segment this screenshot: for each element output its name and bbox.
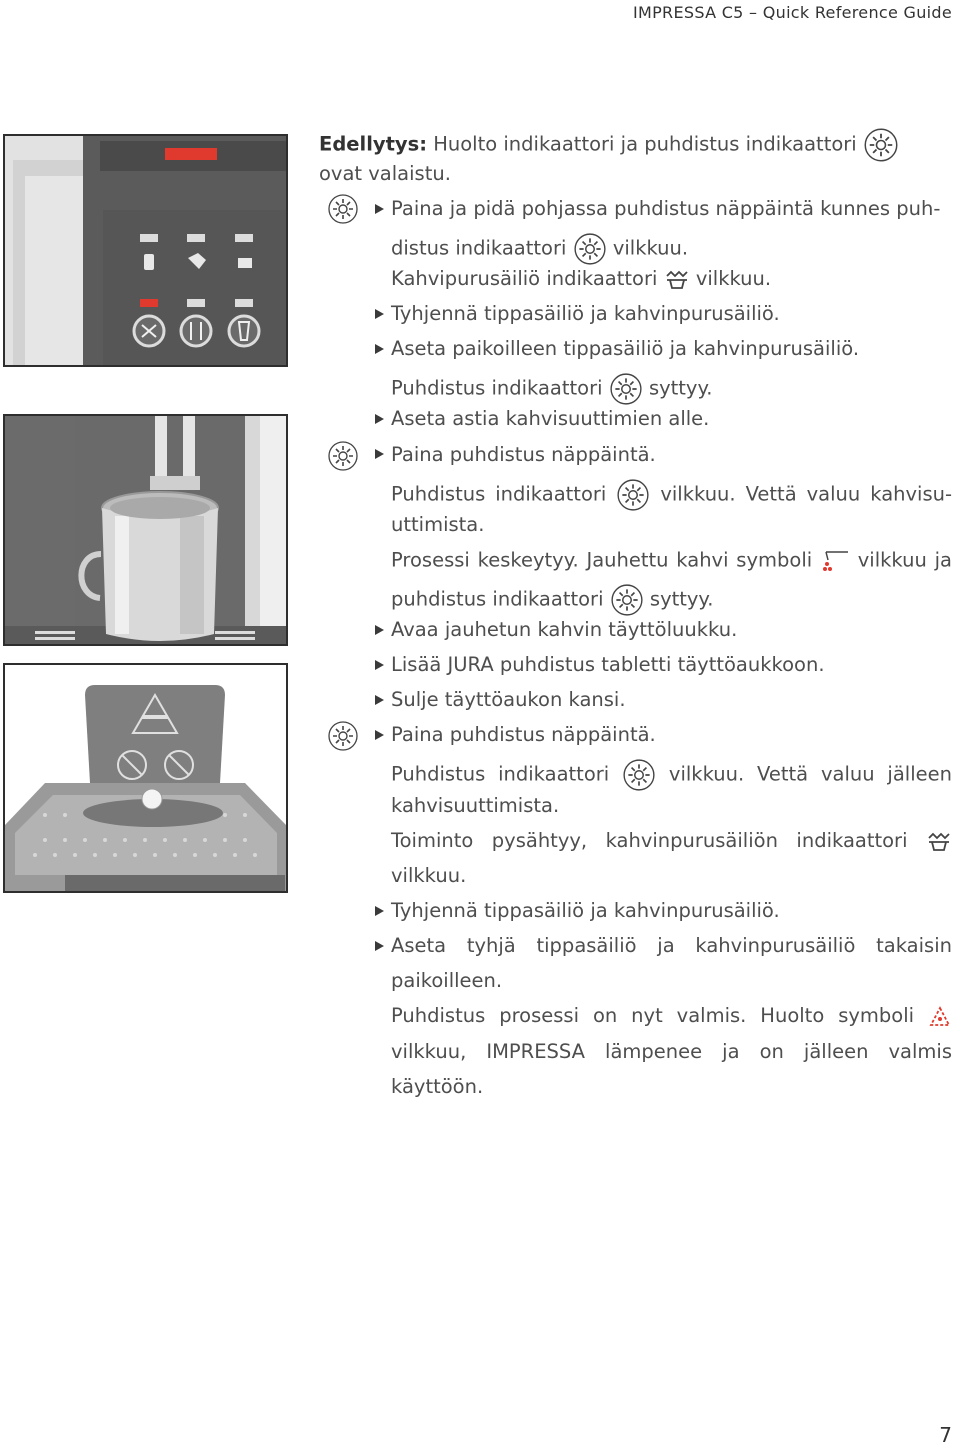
header-title: IMPRESSA C5 – Quick Reference Guide bbox=[632, 3, 952, 22]
cleaning-icon bbox=[573, 232, 607, 266]
grounds-container-icon bbox=[664, 268, 690, 292]
cleaning-icon bbox=[327, 440, 359, 472]
cleaning-icon bbox=[609, 372, 643, 406]
bullet-arrow-icon bbox=[375, 660, 384, 670]
bullet-arrow-icon bbox=[375, 309, 384, 319]
bullet-arrow-icon bbox=[375, 941, 384, 951]
control-panel-illustration bbox=[3, 134, 288, 367]
display-red-light bbox=[165, 148, 217, 160]
bullet-arrow-icon bbox=[375, 204, 384, 214]
bullet-arrow-icon bbox=[375, 695, 384, 705]
cleaning-icon bbox=[327, 193, 359, 225]
bullet-arrow-icon bbox=[375, 625, 384, 635]
bullet-arrow-icon bbox=[375, 344, 384, 354]
bullet-arrow-icon bbox=[375, 449, 384, 459]
prerequisite-line: Edellytys: Huolto indikaattori ja puhdistus indikaattori bbox=[319, 127, 899, 163]
page-number: 7 bbox=[939, 1423, 952, 1447]
ground-coffee-symbol-icon bbox=[820, 548, 850, 574]
cleaning-icon bbox=[863, 127, 899, 163]
grounds-container-icon bbox=[926, 830, 952, 854]
bullet-arrow-icon bbox=[375, 906, 384, 916]
cleaning-led bbox=[140, 299, 158, 307]
cleaning-icon bbox=[327, 720, 359, 752]
bullet-arrow-icon bbox=[375, 730, 384, 740]
cleaning-icon bbox=[610, 583, 644, 617]
bullet-arrow-icon bbox=[375, 414, 384, 424]
container-under-spout-illustration bbox=[3, 414, 288, 646]
cleaning-icon bbox=[616, 478, 650, 512]
cleaning-icon bbox=[622, 758, 656, 792]
ground-coffee-funnel-illustration bbox=[3, 663, 288, 893]
service-symbol-icon bbox=[928, 1005, 952, 1029]
